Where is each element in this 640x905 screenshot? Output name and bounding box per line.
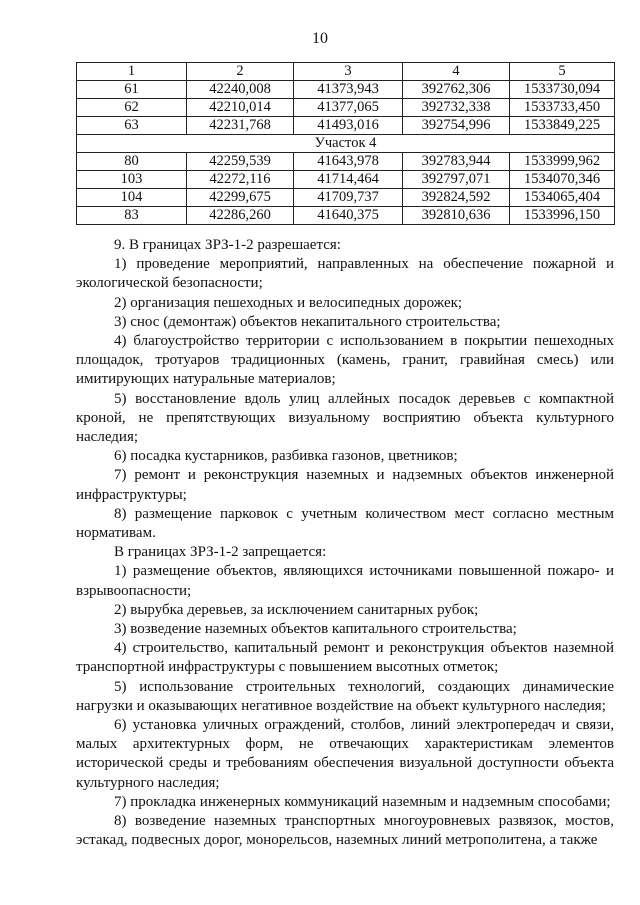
paragraph: 1) размещение объектов, являющихся источниками повышенной пожаро- и взрывоопасности; xyxy=(76,563,614,599)
table-cell: 1533999,962 xyxy=(510,153,615,171)
paragraph: 5) использование строительных технологий, создающих динамические нагрузки и оказывающих негативное воздействие на объект культурного наследия; xyxy=(76,678,614,714)
column-number: 2 xyxy=(187,63,294,81)
point-number: 61 xyxy=(77,81,187,99)
table-cell: 1534065,404 xyxy=(510,189,615,207)
section-title: Участок 4 xyxy=(77,135,615,153)
table-cell: 41377,065 xyxy=(294,99,403,117)
table-cell: 42210,014 xyxy=(187,99,294,117)
table-cell: 1533733,450 xyxy=(510,99,615,117)
table-row xyxy=(77,99,615,117)
column-number: 4 xyxy=(403,63,510,81)
table-cell: 1533849,225 xyxy=(510,117,615,135)
paragraph: 3) снос (демонтаж) объектов некапитального строительства; xyxy=(114,313,501,330)
page-number: 10 xyxy=(312,30,328,47)
table-cell: 1533730,094 xyxy=(510,81,615,99)
table-cell: 41643,978 xyxy=(294,153,403,171)
paragraph: 2) вырубка деревьев, за исключением санитарных рубок; xyxy=(114,601,479,618)
paragraph: 1) проведение мероприятий, направленных на обеспечение пожарной и экологической безопасности; xyxy=(76,256,614,292)
point-number: 80 xyxy=(77,153,187,171)
point-number: 104 xyxy=(77,189,187,207)
table-cell: 392824,592 xyxy=(403,189,510,207)
table-cell: 42240,008 xyxy=(187,81,294,99)
paragraph: 4) строительство, капитальный ремонт и реконструкция объектов наземной транспортной инфраструктуры с повышением высотных отметок; xyxy=(76,640,614,676)
table-cell: 392797,071 xyxy=(403,171,510,189)
table-cell: 392754,996 xyxy=(403,117,510,135)
table-cell: 42231,768 xyxy=(187,117,294,135)
table-cell: 1533996,150 xyxy=(510,207,615,225)
table-cell: 42299,675 xyxy=(187,189,294,207)
table-cell: 392732,338 xyxy=(403,99,510,117)
paragraph: 7) прокладка инженерных коммуникаций наземным и надземным способами; xyxy=(114,793,611,810)
table-row xyxy=(77,207,615,225)
paragraph: 8) размещение парковок с учетным количеством мест согласно местным нормативам. xyxy=(76,505,614,542)
column-number: 1 xyxy=(77,63,187,81)
table-row xyxy=(77,117,615,135)
paragraph: 6) посадка кустарников, разбивка газонов, цветников; xyxy=(114,448,458,465)
table-cell: 41373,943 xyxy=(294,81,403,99)
column-number: 5 xyxy=(510,63,615,81)
table-row xyxy=(77,81,615,99)
table-cell: 42259,539 xyxy=(187,153,294,171)
table-cell: 392762,306 xyxy=(403,81,510,99)
table-cell: 42286,260 xyxy=(187,207,294,225)
column-number: 3 xyxy=(294,63,403,81)
paragraph: 4) благоустройство территории с использованием в покрытии пешеходных площадок, тротуаров традиционных (камень, гранит, гравийная смесь) или имитирующих натуральные материалов; xyxy=(76,333,614,388)
point-number: 62 xyxy=(77,99,187,117)
table-row xyxy=(77,153,615,171)
coordinates-table xyxy=(76,62,615,225)
point-number: 83 xyxy=(77,207,187,225)
section-heading: 9. В границах ЗРЗ-1-2 разрешается: xyxy=(114,237,341,253)
table-cell: 392810,636 xyxy=(403,207,510,225)
table-cell: 41640,375 xyxy=(294,207,403,225)
table-cell: 1534070,346 xyxy=(510,171,615,189)
table-cell: 41709,737 xyxy=(294,189,403,207)
paragraph: 5) восстановление вдоль улиц аллейных посадок деревьев с компактной кроной, не препятствующих визуальному восприятию объекта культурного наследия; xyxy=(76,390,614,446)
table-cell: 41493,016 xyxy=(294,117,403,135)
paragraph: 8) возведение наземных транспортных многоуровневых развязок, мостов, эстакад, подвесных дорог, монорельсов, наземных линий метрополитена, а также xyxy=(76,813,614,849)
table-cell: 392783,944 xyxy=(403,153,510,171)
point-number: 103 xyxy=(77,171,187,189)
table-cell: 42272,116 xyxy=(187,171,294,189)
paragraph: 6) установка уличных ограждений, столбов, линий электропередач и связи, малых архитектурных форм, не отвечающих характеристикам элементов исторической среды и требованиям обеспечения визуальной доступности объекта культурного наследия; xyxy=(76,717,614,791)
table-row xyxy=(77,171,615,189)
paragraph: 7) ремонт и реконструкция наземных и надземных объектов инженерной инфраструктуры; xyxy=(76,467,614,503)
table-section-row xyxy=(77,135,615,153)
paragraph: 2) организация пешеходных и велосипедных дорожек; xyxy=(114,294,463,311)
point-number: 63 xyxy=(77,117,187,135)
body-text xyxy=(76,236,614,851)
table-row xyxy=(77,189,615,207)
table-cell: 41714,464 xyxy=(294,171,403,189)
table-header-row xyxy=(77,63,615,81)
paragraph: 3) возведение наземных объектов капитального строительства; xyxy=(114,621,517,638)
section-heading: В границах ЗРЗ-1-2 запрещается: xyxy=(114,544,327,561)
